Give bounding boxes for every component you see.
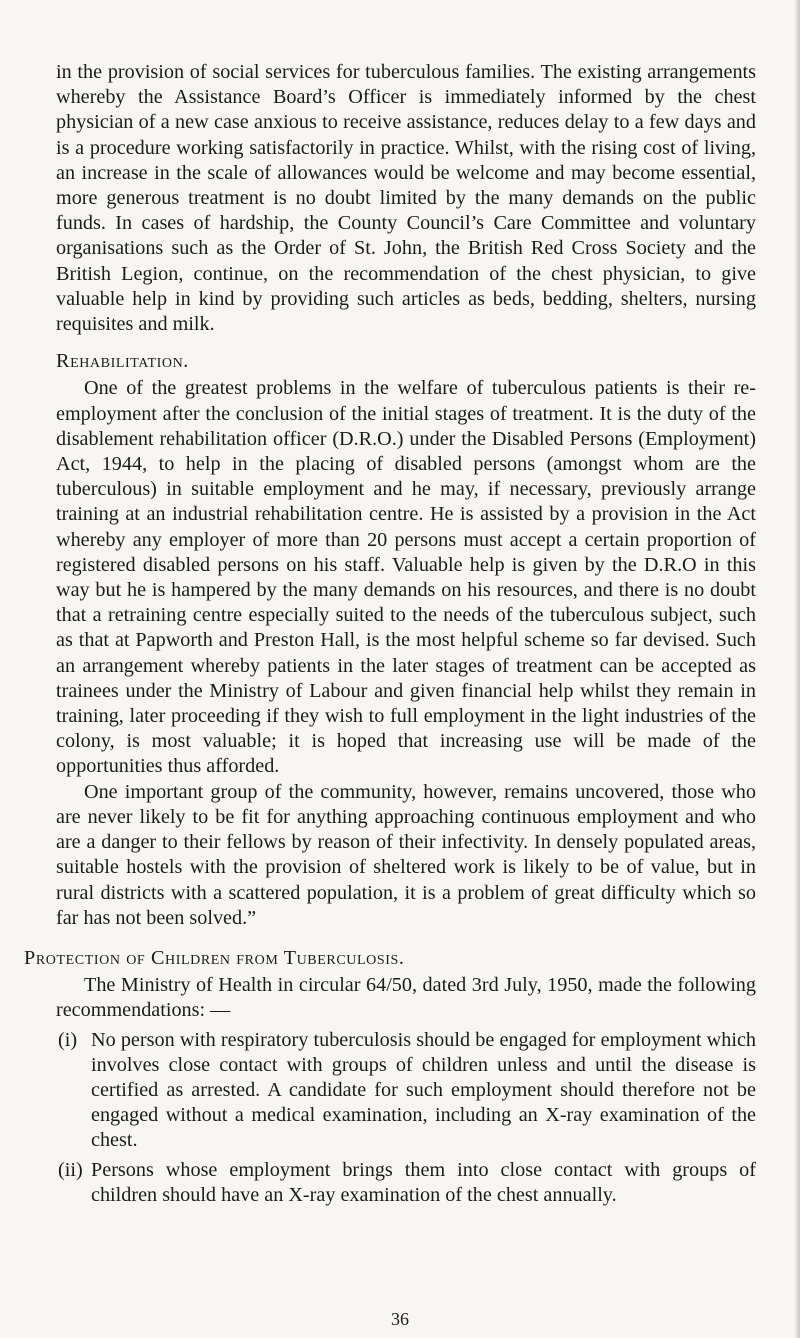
paragraph-rehabilitation: One of the greatest problems in the welfare of tuberculous patients is their re-employment after the conclusion of the initial stages of treatment. It is the duty of the disablement rehabilitation officer (D.R.O.) under the Disabled Persons (Employment) Act, 1944, to help in the placing of disabled persons (amongst whom are the tuberculous) in suitable employment and he may, if necessary, previously arrange training at an industrial rehabilitation centre. He is assisted by a provision in the Act whereby any employer of more than 20 persons must accept a certain proportion of registered disabled persons on his staff. Valuable help is given by the D.R.O in this way but he is hampered by the many demands on his resources, and there is no doubt that a retraining centre especially suited to the needs of the tuberculous subject, such as that at Papworth and Preston Hall, is the most helpful scheme so far devised. Such an arrangement whereby patients in the later stages of treatment can be accepted as trainees under the Ministry of Labour and given financial help whilst they remain in training, later proceeding if they wish to full employment in the light industries of the colony, is most valuable; it is hoped that increasing use will be made of the opportunities thus afforded.	[56, 377, 756, 778]
list-item	[56, 1028, 756, 1154]
paragraph-social-services: in the provision of social services for tuberculous families. The existing arrangements whereby the Assistance Board’s Officer is immediately informed by the chest physician of a new case anxious to receive assistance, reduces delay to a few days and is a procedure working satisfactorily in practice. Whilst, with the rising cost of living, an increase in the scale of allowances would be welcome and may become essential, more generous treatment is no doubt limited by the many demands on the public funds. In cases of hardship, the County Council’s Care Committee and voluntary organisations such as the Order of St. John, the British Red Cross Society and the British Legion, continue, on the recommendation of the chest physician, to give valuable help in kind by providing such articles as beds, bedding, shelters, nursing requisites and milk.	[56, 61, 756, 336]
list-item-number: (i)	[58, 1028, 78, 1051]
list-item-text: Persons whose employment brings them into close contact with groups of children should have an X-ray examination of the chest annually.	[91, 1158, 756, 1206]
body-text	[24, 60, 756, 1208]
list-item-text: No person with respiratory tuberculosis should be engaged for employment which involves close contact with groups of children unless and until the disease is certified as arrested. A candidate for such employment should therefore not be engaged without a medical examination, including an X-ray examination of the chest.	[91, 1028, 756, 1152]
page-edge-shadow	[794, 0, 800, 1338]
heading-protection-of-children: Protection of Children from Tuberculosis.	[24, 946, 405, 969]
list-item	[56, 1158, 756, 1208]
paragraph-ministry-circular: The Ministry of Health in circular 64/50, dated 3rd July, 1950, made the following recommendations: —	[56, 974, 756, 1022]
paragraph-uncovered-group: One important group of the community, however, remains uncovered, those who are never likely to be fit for anything approaching continuous employment and who are a danger to their fellows by reason of their infectivity. In densely populated areas, suitable hostels with the provision of sheltered work is likely to be of value, but in rural districts with a scattered population, it is a problem of great difficulty which so far has not been solved.”	[56, 780, 756, 929]
list-item-number: (ii)	[58, 1158, 83, 1181]
heading-rehabilitation: Rehabilitation.	[56, 350, 189, 373]
page-number: 36	[391, 1309, 409, 1329]
